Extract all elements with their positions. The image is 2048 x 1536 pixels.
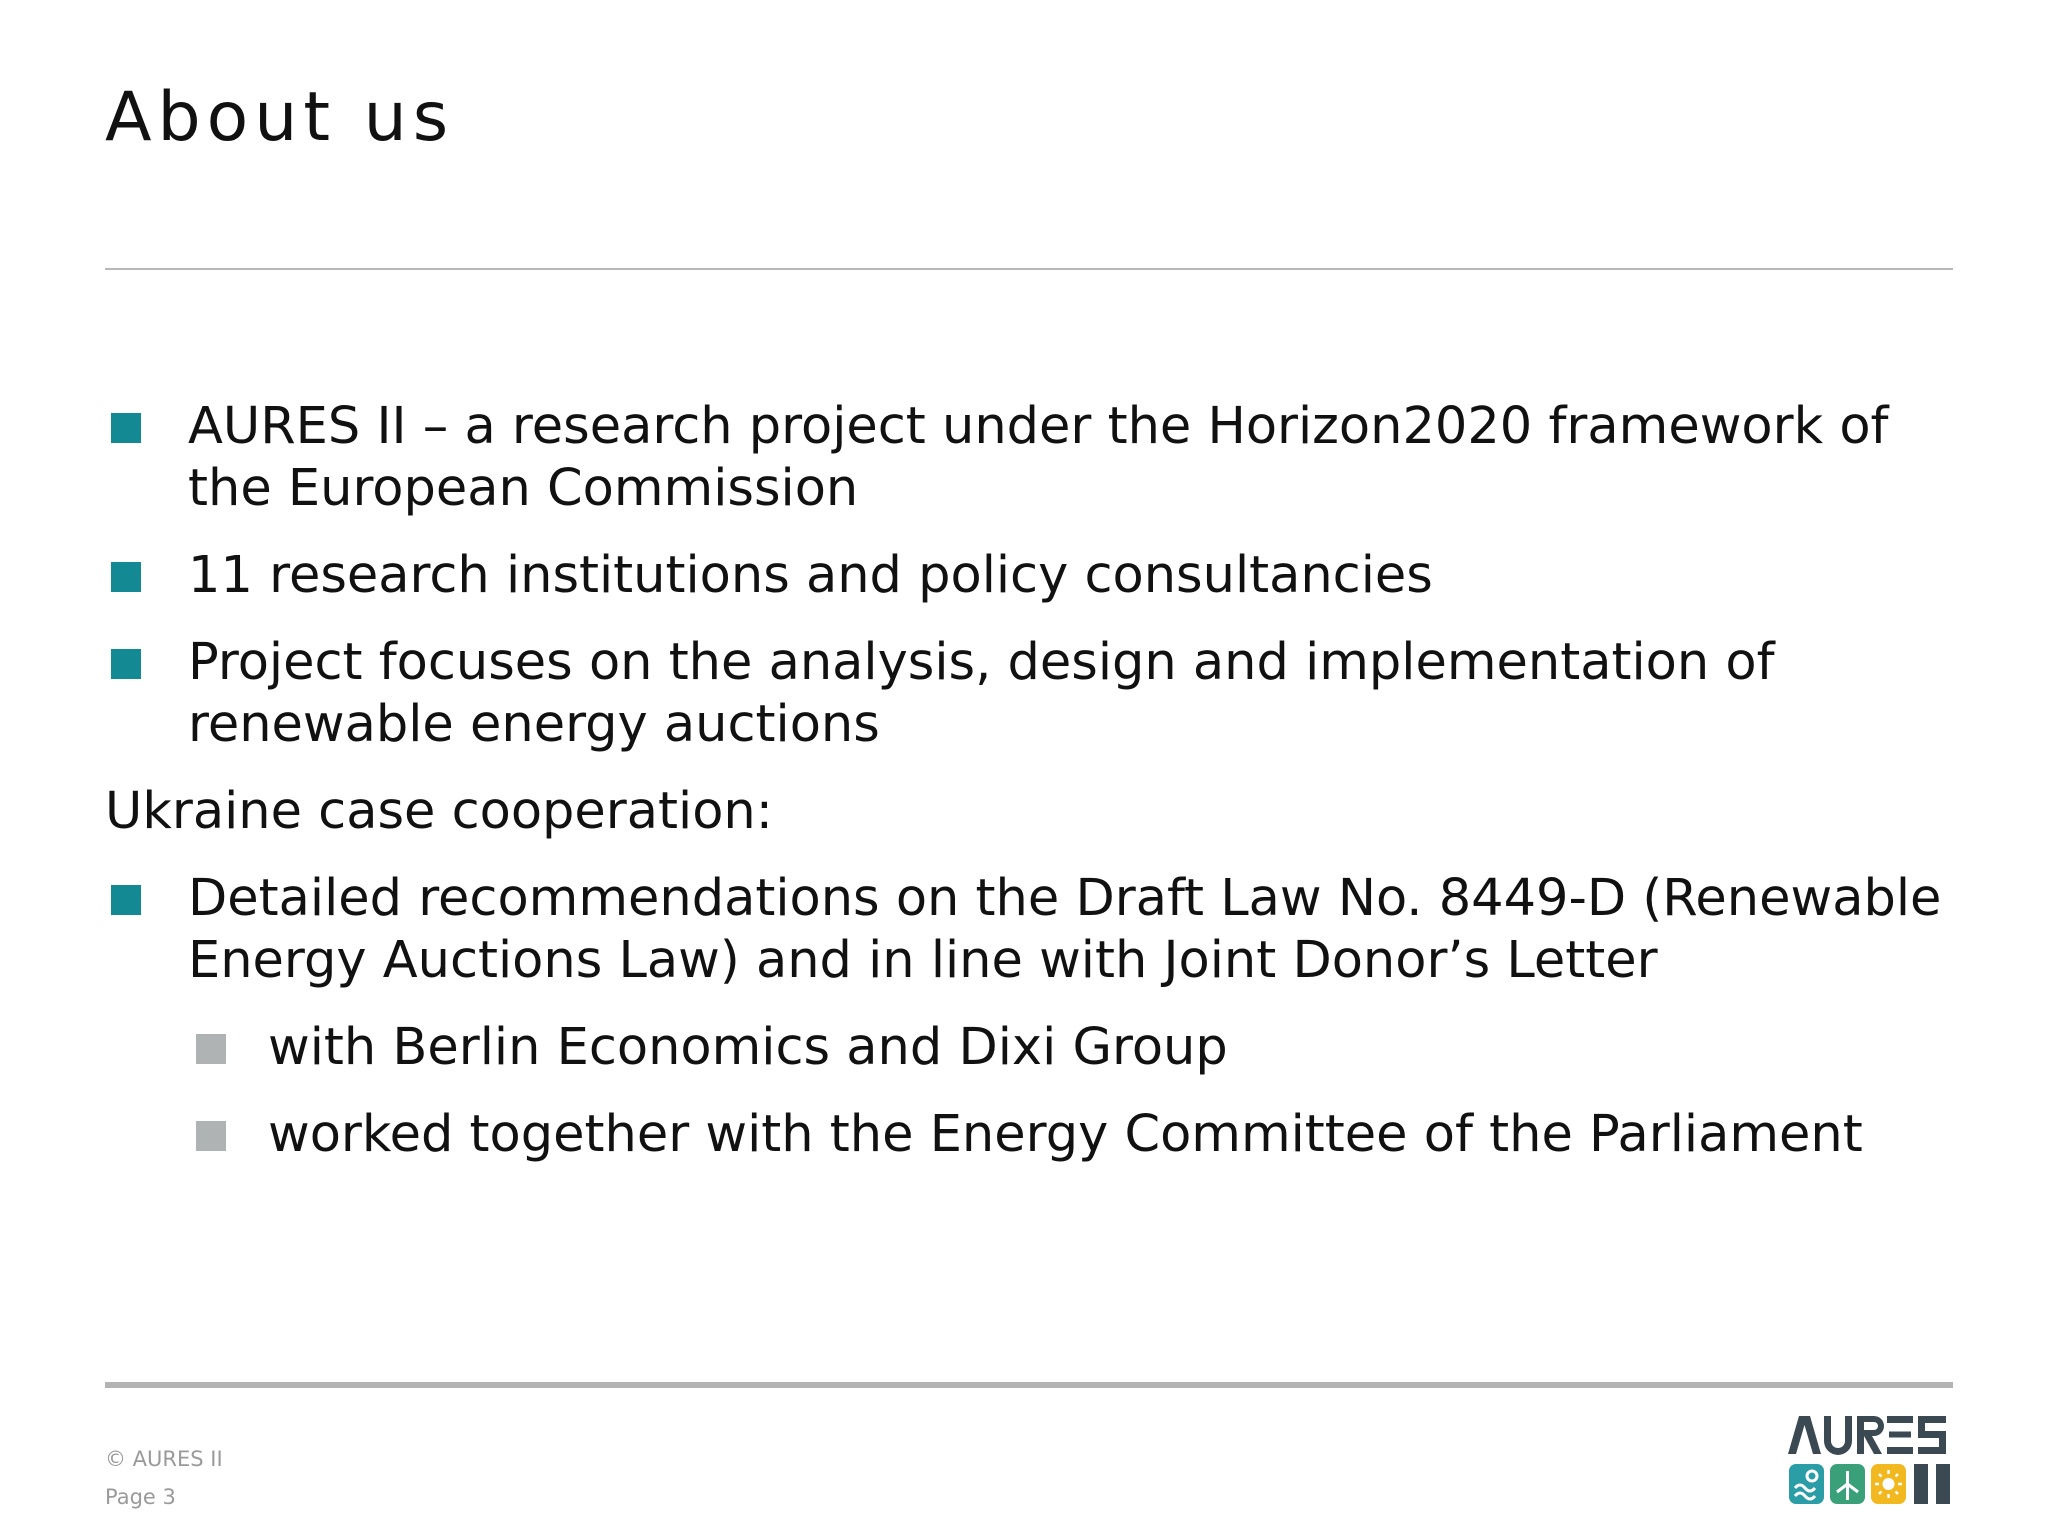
bullet-item — [105, 545, 1965, 607]
sub-bullet-text: with Berlin Economics and Dixi Group — [268, 1018, 1228, 1077]
bullet-text: Project focuses on the analysis, design and implementation of renewable energy auctions — [188, 633, 1775, 754]
square-bullet-icon — [111, 649, 141, 679]
sub-bullet-item — [188, 1017, 1965, 1079]
section-heading: Ukraine case cooperation: — [105, 782, 773, 841]
wind-turbine-icon — [1830, 1464, 1865, 1504]
bullet-text: Detailed recommendations on the Draft Law No. 8449-D (Renewable Energy Auctions Law) and in line with Joint Donor’s Letter — [188, 869, 1942, 990]
slide-content — [105, 396, 1965, 1191]
bullet-text: AURES II – a research project under the Horizon2020 framework of the European Commission — [188, 397, 1889, 518]
slide-title: About us — [105, 78, 455, 157]
waves-icon — [1789, 1464, 1824, 1504]
square-bullet-icon — [111, 885, 141, 915]
square-bullet-icon — [196, 1034, 226, 1064]
bullet-text: 11 research institutions and policy consultancies — [188, 546, 1433, 605]
bullet-item — [105, 396, 1965, 520]
square-bullet-icon — [111, 413, 141, 443]
bullet-item — [105, 632, 1965, 756]
sub-bullet-text: worked together with the Energy Committee of the Parliament — [268, 1105, 1863, 1164]
sun-icon — [1871, 1464, 1906, 1504]
aures-logo — [1788, 1414, 1954, 1510]
page-number: Page 3 — [105, 1485, 176, 1509]
square-bullet-icon — [196, 1121, 226, 1151]
square-bullet-icon — [111, 562, 141, 592]
bullet-item — [105, 868, 1965, 992]
footer-divider — [105, 1382, 1953, 1388]
copyright-text: © AURES II — [105, 1447, 223, 1471]
sub-bullet-item — [188, 1104, 1965, 1166]
title-divider — [105, 268, 1953, 270]
